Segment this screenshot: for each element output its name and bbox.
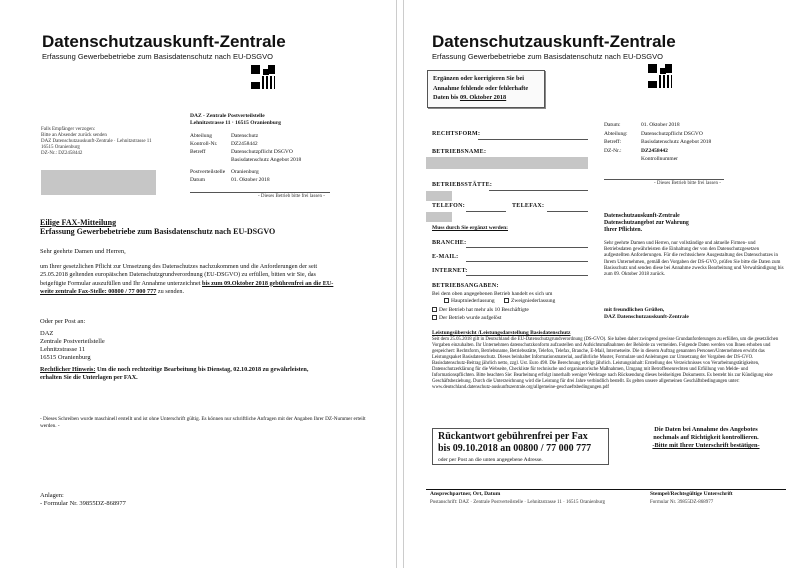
sender-address: Lehnitzstrasse 11 · 16515 Oranienburg — [190, 120, 282, 126]
right-subheading: Datenschutzangebot zur Wahrung Ihrer Pflichten. — [604, 220, 689, 233]
label-branche: BRANCHE: — [432, 240, 467, 246]
brand-tagline: Erfassung Gewerbebetriebe zum Basisdatenschutz nach EU-DSGVO — [432, 52, 663, 61]
fax-reply-box — [432, 428, 609, 465]
qr-code-icon — [647, 63, 673, 89]
label-betriebsname: BETRIEBSNAME: — [432, 149, 487, 155]
attachments-label: Anlagen: — [40, 492, 64, 499]
letter-body: um Ihrer gesetzlichen Pflicht zur Umsetzung des Datenschutzes nachzukommen und die Anforderungen der seit 25.05.2018 geltenden europäischen Datenschutzgrundverordnung (EU-DSGVO) zu erfüllen, bitten wir Sie, das beigefügte Formular auszufüllen und Ihr Annahme unterzeichnet bis zum 09.Oktober 2018 gebührenfrei an die EU-weite zentrale Fax-Stelle: 00800 / 77 000 777 zu senden. — [40, 263, 334, 295]
checkbox-aufgeloest[interactable]: Der Betrieb wurde aufgelöst — [432, 315, 501, 321]
form-fields: Datum: 01. Oktober 2018 Abteilung: Datenschutzpflicht DSGVO Betreff: Basisdatenschutz Angebot 2018 DZ-Nr.: DZ2458442 Kontrollnummer — [604, 122, 712, 162]
regards-sender: DAZ Datenschutzauskunft-Zentrale — [604, 314, 689, 320]
brand-title: Datenschutzauskunft-Zentrale — [432, 32, 676, 51]
free-note: - Dieses Betrieb bitte frei lassen - — [258, 194, 325, 199]
label-betriebsangaben: BETRIEBSANGABEN: — [432, 283, 499, 289]
letter-footer: - Dieses Schreiben wurde maschinell erstellt und ist ohne Unterschrift gültig. Es können nur schriftliche Anfragen mit der Angaben Ihrer DZ-Nummer erteilt werden. - — [40, 416, 366, 429]
redacted-street[interactable] — [426, 191, 452, 201]
right-body: Sehr geehrte Damen und Herren, nur vollständige und aktuelle Firmen- und Betriebsdaten gewährleisten die Einhaltung der von den Datenschutzgesetzen aufgestellten Anforderungen. Für die rechtssichere Ausgestaltung des Datenschutzes in Ihrem Unternehmen, gemäß den Vorgaben der DS-GVO, prüfen Sie bitte die Daten zum Basisschutz und senden diese bei Annahme zwecks Bearbeitung und Verwaltändigung bis zum 09. Oktober 2018 zurück. — [604, 241, 784, 278]
qr-code-icon — [250, 64, 276, 90]
sign-footer: Postanschrift: DAZ · Zentrale Postverteilstelle · Lehnitzstrasse 11 · 16515 Oranienburg — [430, 500, 605, 505]
free-note: - Dieses Betrieb bitte frei lassen - — [654, 181, 721, 186]
checkbox-mitarbeiter[interactable]: Der Betrieb hat mehr als 10 Beschäftigte — [432, 307, 529, 313]
right-heading: Datenschutzauskunft-Zentrale — [604, 213, 680, 219]
regards: mit freundlichen Grüßen, — [604, 307, 665, 313]
letter-page — [0, 0, 397, 568]
fax-subheading: Erfassung Gewerbebetriebe zum Basisdatenschutz nach EU-DSGVO — [40, 227, 276, 236]
service-title: Leistungsübersicht /Leistungsdarstellung Basisdatenschutz — [432, 330, 571, 336]
redacted-address — [41, 170, 156, 195]
must-complete-note: Muss durch Sie ergänzt werden: — [432, 225, 508, 231]
sign-right-label: Stempel/Rechtsgültige Unterschrift — [650, 491, 733, 497]
salutation: Sehr geehrte Damen und Herren, — [40, 248, 126, 255]
checkbox-zweig[interactable]: Zweigniederlassung — [504, 298, 555, 304]
label-email: E-MAIL: — [432, 254, 459, 260]
brand-tagline: Erfassung Gewerbebetriebe zum Basisdatenschutz nach EU-DSGVO — [42, 52, 273, 61]
fax-reply-post: oder per Post an die unten angegebene Adresse. — [438, 457, 543, 463]
post-label: Oder per Post an: — [40, 318, 86, 325]
post-address: DAZ Zentrale Postverteilstelle Lehnitzstrasse 11 16515 Oranienburg — [40, 330, 105, 361]
label-rechtsform: RECHTSFORM: — [432, 131, 481, 137]
fax-reply-number: bis 09.10.2018 an 00800 / 77 000 777 — [438, 443, 592, 454]
service-text: Seit dem 25.05.2018 gilt in Deutschland die EU-Datenschutzgrundverordnung (DS-GVO). Sie haben daher zwingend gewisse Grundanforderungen zu erfüllen, um die gesetzlichen Vorgaben einzuhalten. Ihr Unternehmen datenschutzkonform aufzustellen und Aufsichtsmaßnahmen der Behörde zu vermeiden. Folgende Daten werden von Ihnen erhoben und gespeichert: Rechtsform, Betriebsname, Betriebsstätte, Telefon, Telefax, Branche, E-Mail, Internetseite. Die in diesem Auftrag genannten Personen/Unternehmen erwirbt das Leistungspaket Basisdatenschutz. Dieses beinhaltet Informationsmaterial, ausführliche Muster, Formulare und Anleitungen zur Umsetzung der Vorgaben der DS-GVO. Basisdatenschutz-Beitrag jährlich netto, zzgl. Ust. Euro 498. Die Berechnung erfolgt jährlich. Leistungsinhalt: Erstellung des Verzeichnisses von Verarbeitungstätigkeiten, Datenschutzerklärung für die Webseite, Checkliste für technische und organisatorische Maßnahmen, Umgang mit Betroffenenrechten und Erfüllung von Melde- und Informationspflichten. Bitte beachten Sie: Bearbeitung erfolgt innerhalb weniger Werktage nach Rücksendung dieses beidseitigen Dokuments. Es besteht bis zur Kündigung eine Geschäftsbeziehung. Durch die Unterzeichnung wird die Leistung für drei Jahre verbindlich bestellt. Es gelten unsere allgemeinen Geschäftsbedingungen unter: www.deutschland.datenschutz-auskunftszentrale.org/allgemeine-geschaeftsbedingungen.pdf — [432, 337, 779, 390]
betrieb-question: Bei dem oben angegebenen Betrieb handelt es sich um — [432, 291, 553, 297]
checkbox-haupt[interactable]: Hauptniederlassung — [444, 298, 495, 304]
correction-callout: Ergänzen oder korrigieren Sie bei Annahme fehlende oder fehlerhafte Daten bis 09. Oktober 2018 — [427, 70, 545, 108]
redacted-phone[interactable] — [426, 212, 452, 222]
label-telefax: TELEFAX: — [512, 203, 545, 209]
label-betriebsstaette: BETRIEBSSTÄTTE: — [432, 182, 493, 188]
return-address: Falls Empfänger verzogen: Bitte an Absender zurück senden DAZ Datenschutzauskunft-Zentrale · Lehnitzstrasse 11 16515 Oranienburg DZ-Nr.: DZ2458442 — [41, 127, 152, 156]
sign-left-label: Ansprechpartner, Ort, Datum — [430, 491, 501, 497]
label-internet: INTERNET: — [432, 268, 468, 274]
fax-heading: Eilige FAX-Mitteilung — [40, 218, 117, 227]
confirm-note: Die Daten bei Annahme des Angebotes nochmals auf Richtigkeit kontrollieren. -Bitte mit Ihrer Unterschrift bestätigen- — [652, 426, 760, 449]
label-telefon: TELEFON: — [432, 203, 466, 209]
legal-hint: Rechtlicher Hinweis: Um die noch rechtzeitige Bearbeitung bis Dienstag, 02.10.2018 zu gewährleisten, erhalten Sie die Unterlagen per FAX. — [40, 366, 309, 381]
sender-name: DAZ - Zentrale Postverteilstelle — [190, 113, 265, 119]
redacted-betriebsname[interactable] — [426, 157, 588, 169]
brand-title: Datenschutzauskunft-Zentrale — [42, 32, 286, 51]
form-page — [403, 0, 800, 568]
letter-fields: Abteilung Datenschutz Kontroll-Nr. DZ2458442 Betreff Datenschutzpflicht DSGVO Basisdatenschutz Angebot 2018 Postverteilstelle Oranienburg Datum 01. Oktober 2018 — [190, 133, 302, 183]
attachment-item: - Formular Nr. 39855DZ-868977 — [40, 500, 126, 507]
fax-reply-title: Rückantwort gebührenfrei per Fax — [438, 431, 588, 442]
form-number: Formular Nr. 39855DZ-868977 — [650, 500, 714, 505]
